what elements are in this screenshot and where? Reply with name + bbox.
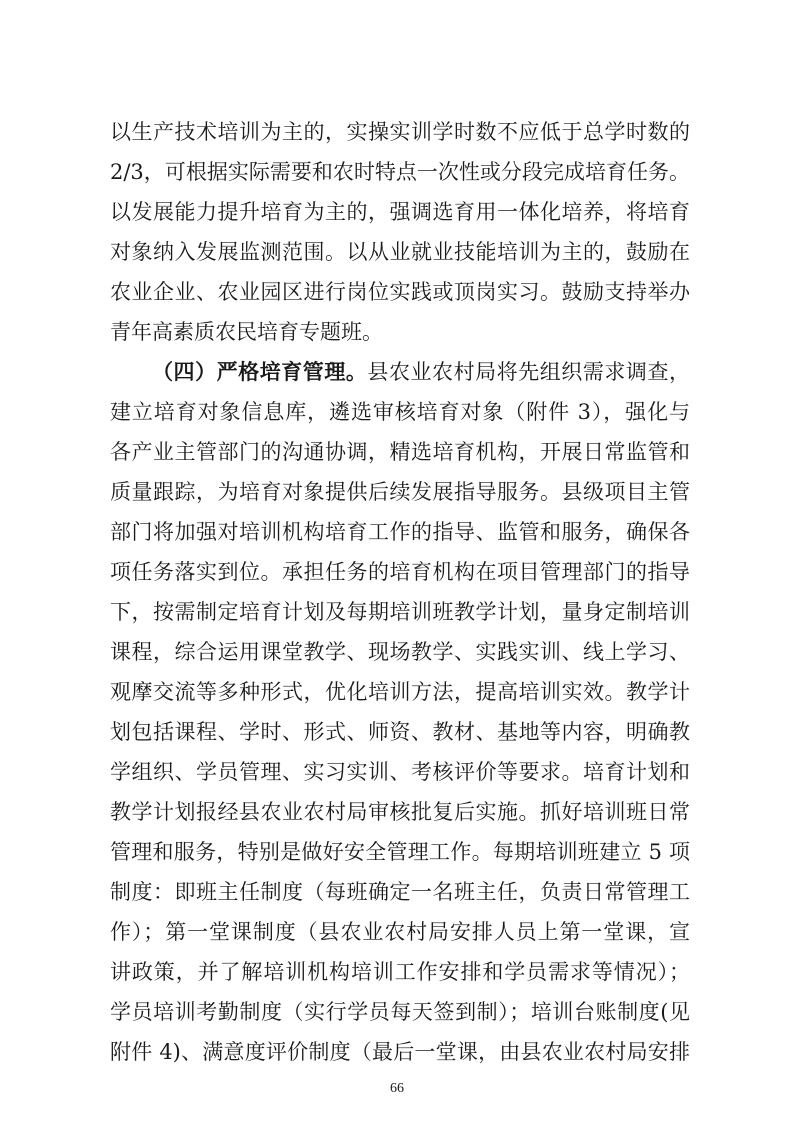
body-line-23: 学员培训考勤制度（实行学员每天签到制）；培训台账制度(见 bbox=[110, 1000, 690, 1024]
body-line-21: 作）；第一堂课制度（县农业农村局安排人员上第一堂课，宣 bbox=[110, 920, 690, 944]
body-line-17: 学组织、学员管理、实习实训、考核评价等要求。培育计划和 bbox=[110, 760, 690, 784]
body-line-12: 项任务落实到位。承担任务的培育机构在项目管理部门的指导 bbox=[110, 560, 690, 584]
body-line-11: 部门将加强对培训机构培育工作的指导、监管和服务，确保各 bbox=[110, 520, 690, 544]
body-line-8: 建立培育对象信息库，遴选审核培育对象（附件 3），强化与 bbox=[110, 400, 690, 424]
body-line-18: 教学计划报经县农业农村局审核批复后实施。抓好培训班日常 bbox=[110, 800, 690, 824]
page-number: 66 bbox=[390, 1081, 404, 1096]
body-line-10: 质量跟踪，为培育对象提供后续发展指导服务。县级项目主管 bbox=[110, 480, 690, 504]
body-line-2: 2/3，可根据实际需要和农时特点一次性或分段完成培育任务。 bbox=[110, 160, 690, 184]
body-line-1: 以生产技术培训为主的，实操实训学时数不应低于总学时数的 bbox=[110, 120, 690, 144]
body-line-19: 管理和服务，特别是做好安全管理工作。每期培训班建立 5 项 bbox=[110, 840, 690, 864]
body-line-13: 下，按需制定培育计划及每期培训班教学计划，量身定制培训 bbox=[110, 600, 690, 624]
body-line-24: 附件 4)、满意度评价制度（最后一堂课，由县农业农村局安排 bbox=[110, 1040, 690, 1064]
body-line-20: 制度：即班主任制度（每班确定一名班主任，负责日常管理工 bbox=[110, 880, 690, 904]
body-line-9: 各产业主管部门的沟通协调，精选培育机构，开展日常监管和 bbox=[110, 440, 690, 464]
body-line-5: 农业企业、农业园区进行岗位实践或顶岗实习。鼓励支持举办 bbox=[110, 280, 690, 304]
body-line-3: 以发展能力提升培育为主的，强调选育用一体化培养，将培育 bbox=[110, 200, 690, 224]
body-line-6: 青年高素质农民培育专题班。 bbox=[110, 320, 383, 344]
body-line-4: 对象纳入发展监测范围。以从业就业技能培训为主的，鼓励在 bbox=[110, 240, 690, 264]
section-heading-line bbox=[152, 357, 690, 387]
body-line-15: 观摩交流等多种形式，优化培训方法，提高培训实效。教学计 bbox=[110, 680, 690, 704]
section-heading-text: 县农业农村局将先组织需求调查， bbox=[367, 360, 691, 384]
body-line-22: 讲政策，并了解培训机构培训工作安排和学员需求等情况）； bbox=[110, 960, 690, 984]
body-line-14: 课程，综合运用课堂教学、现场教学、实践实训、线上学习、 bbox=[110, 640, 690, 664]
body-line-16: 划包括课程、学时、形式、师资、教材、基地等内容，明确教 bbox=[110, 720, 690, 744]
section-heading: （四）严格培育管理。 bbox=[152, 359, 368, 384]
